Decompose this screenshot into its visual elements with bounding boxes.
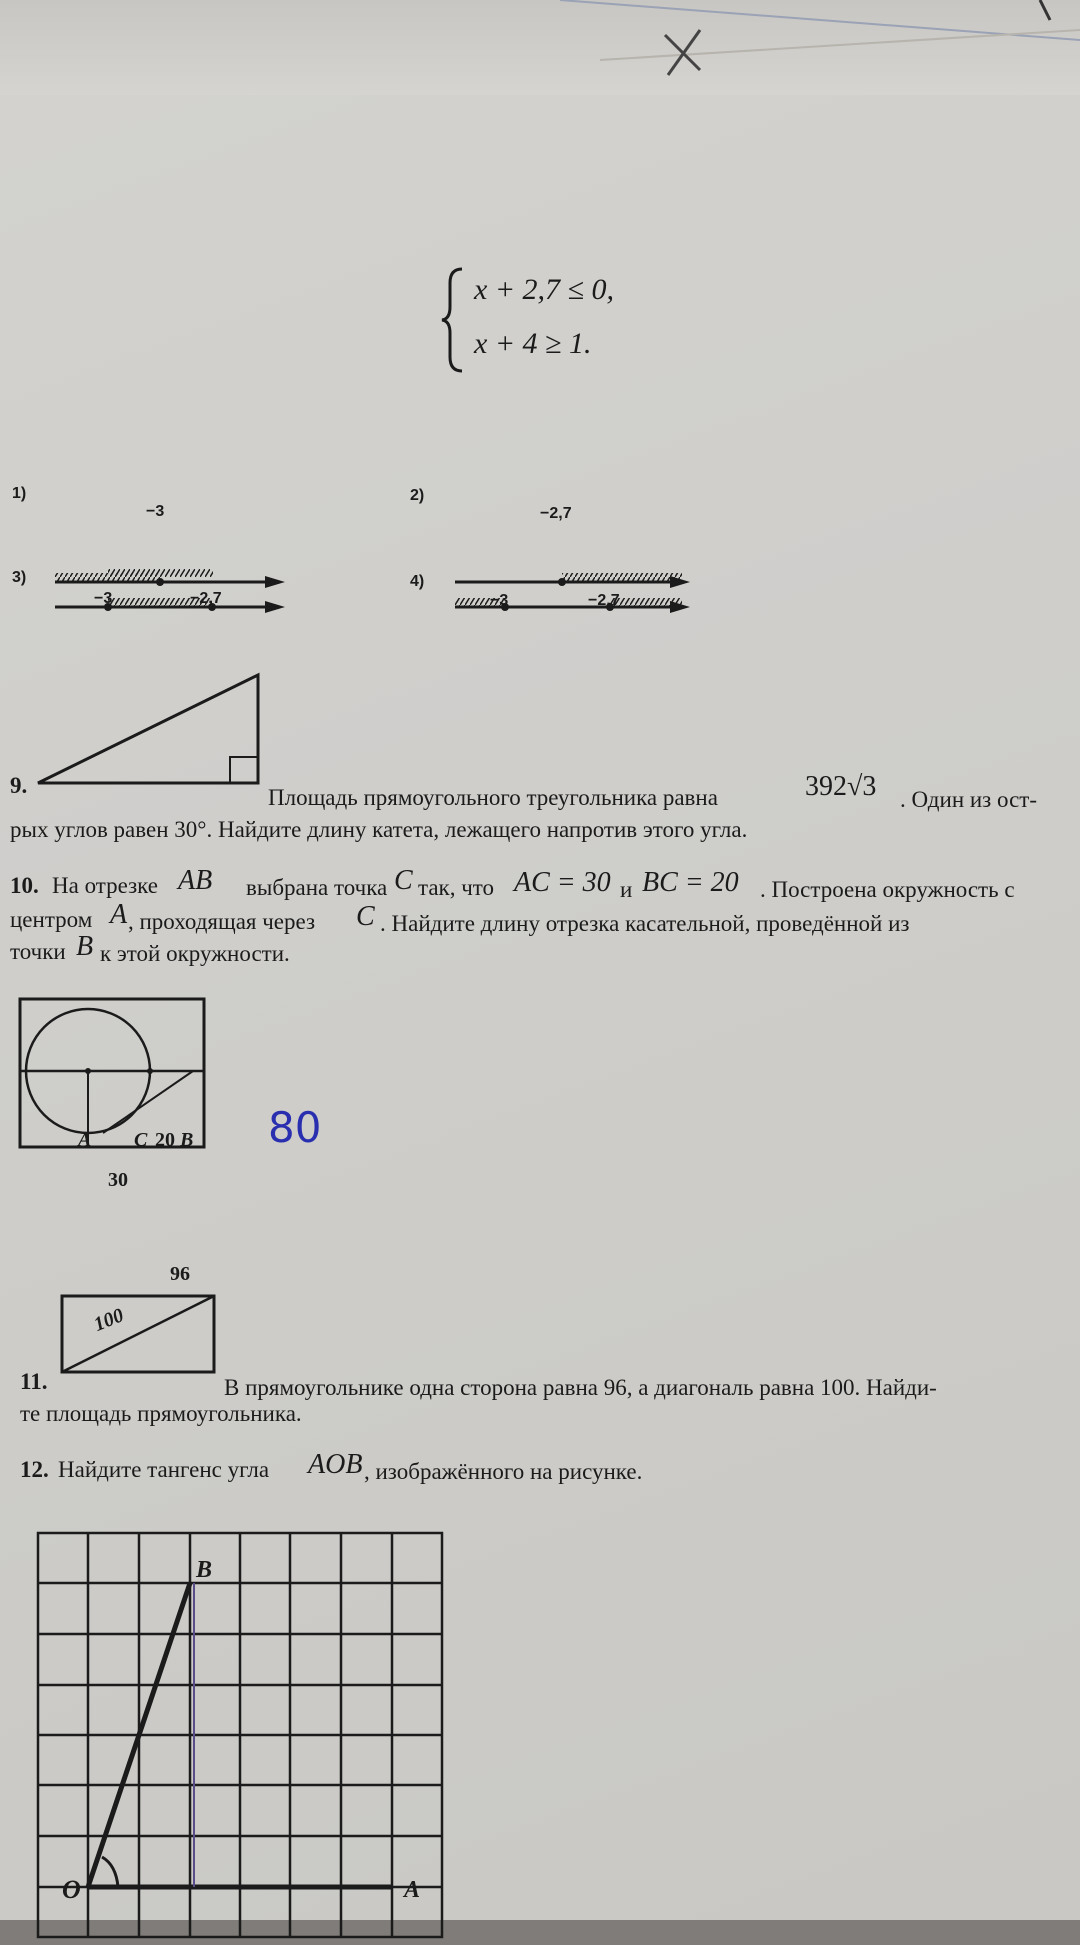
task11-line1: В прямоугольнике одна сторона равна 96, а диагональ равна 100. Найди- [224, 1375, 937, 1400]
option-4-number[interactable]: 4) [410, 573, 425, 590]
task9-number: 9. [10, 773, 28, 798]
option-3-graph [55, 598, 285, 613]
task10-number: 10. [10, 873, 39, 898]
task9-text-b: . Один из ост- [900, 787, 1038, 812]
system-line-2: x + 4 ≥ 1. [474, 327, 592, 360]
system-brace [440, 265, 470, 375]
task10-line1-b: выбрана точка [246, 875, 388, 900]
task9-text-c: рых углов равен 30°. Найдите длину катета, лежащего напротив этого угла. [10, 817, 748, 842]
task10-line1-d: . Построена окружность с [760, 877, 1015, 902]
task10-c-2: C [356, 901, 375, 932]
task10-line1-c: так, что [418, 875, 495, 900]
task10-bc: BC = 20 [642, 867, 739, 898]
task10-line1-a: На отрезке [52, 873, 158, 898]
worksheet-page [0, 95, 1080, 1920]
task10-line2-b: , проходящая через [128, 909, 316, 934]
task12-fig-o: O [62, 1875, 81, 1904]
task10-fig-c: C [134, 1129, 148, 1151]
task10-line3-b: к этой окружности. [100, 941, 290, 966]
number-lines-row-2 [0, 565, 1080, 645]
task10-line2-c: . Найдите длину отрезка касательной, проведённой из [380, 911, 910, 936]
task10-handwritten-answer: 80 [268, 1103, 322, 1152]
task10-fig-seg: 20 [155, 1129, 175, 1151]
task11-number: 11. [20, 1369, 48, 1394]
task11-fig-side: 96 [170, 1263, 190, 1285]
option-3-label-1: −3 [94, 590, 113, 607]
task11-fig-diagonal: 100 [90, 1304, 127, 1336]
task10-a: A [110, 899, 128, 930]
option-3-label-2: −2,7 [190, 590, 222, 607]
task9-area: 392√3 [805, 771, 877, 802]
option-1-label-1: −3 [146, 503, 165, 520]
task12-fig-b: B [196, 1557, 213, 1583]
task10-c: C [394, 865, 413, 896]
option-2-number[interactable]: 2) [410, 487, 425, 504]
task9-triangle-figure [30, 665, 270, 790]
option-4-label-2: −2,7 [588, 592, 620, 609]
option-2-label-1: −2,7 [540, 505, 572, 522]
task10-fig-thirty: 30 [108, 1169, 128, 1191]
task10-ab: AB [178, 865, 213, 896]
task11-rectangle-figure [60, 1290, 220, 1380]
task10-fig-b: B [180, 1129, 194, 1151]
system-line-1: x + 2,7 ≤ 0, [474, 273, 615, 306]
task12-text-a: Найдите тангенс угла [58, 1457, 270, 1482]
task10-b: B [76, 931, 94, 962]
task12-fig-a: A [404, 1877, 421, 1903]
option-3-number[interactable]: 3) [12, 569, 27, 586]
task10-line3-a: точки [10, 939, 66, 964]
task12-grid-figure [30, 1525, 450, 1945]
task12-number: 12. [20, 1457, 49, 1482]
option-1-number[interactable]: 1) [12, 485, 27, 502]
task10-and: и [620, 877, 633, 902]
task12-text-b: , изображённого на рисунке. [364, 1459, 643, 1484]
task11-line2: те площадь прямоугольника. [20, 1401, 302, 1426]
task10-fig-a: A [78, 1129, 92, 1151]
task10-ac: AC = 30 [514, 867, 611, 898]
option-4-label-1: −3 [490, 592, 509, 609]
task10-line2-a: центром [10, 907, 93, 932]
task9-text-a: Площадь прямоугольного треугольника равна [268, 785, 718, 810]
task12-angle: AOB [308, 1449, 363, 1480]
